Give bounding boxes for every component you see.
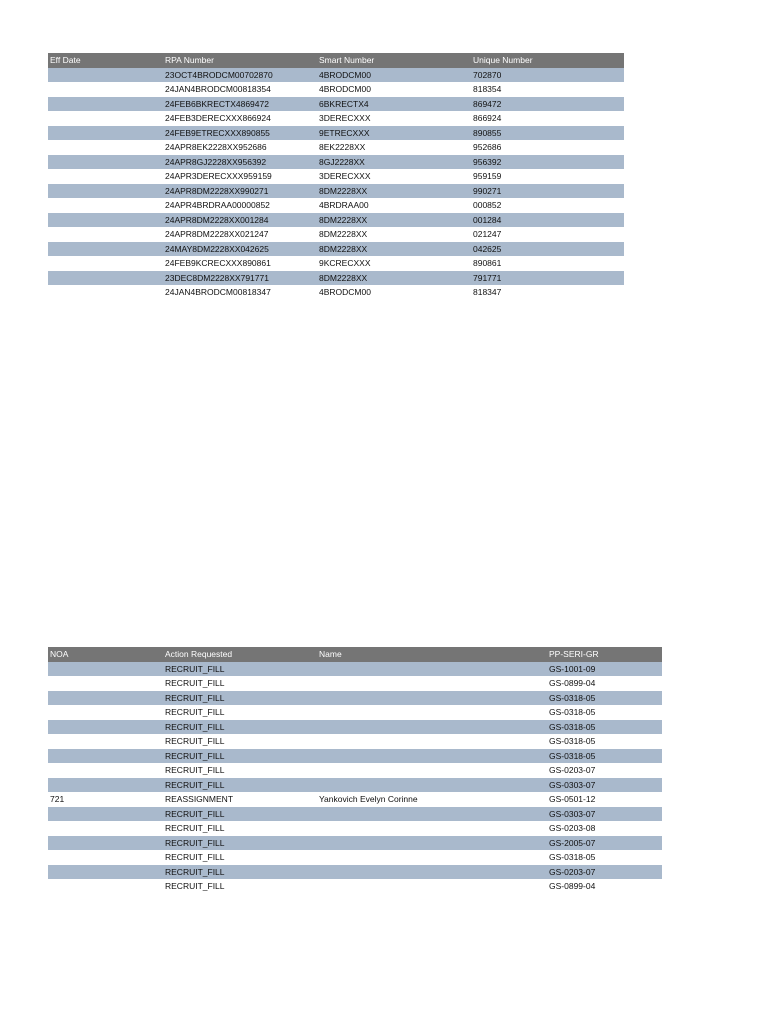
table-cell: GS-0318-05 xyxy=(549,852,596,862)
table-cell: 702870 xyxy=(471,68,624,83)
table-cell: RECRUIT_FILL xyxy=(165,678,225,688)
table-cell: GS-1001-09 xyxy=(547,662,662,677)
table-cell: 24APR8DM2228XX990271 xyxy=(163,184,317,199)
table-cell: 8DM2228XX xyxy=(317,242,471,257)
col-header-smart-number: Smart Number xyxy=(317,53,471,68)
table-cell xyxy=(317,865,547,880)
table-cell: 8DM2228XX xyxy=(317,213,471,228)
table-cell xyxy=(48,836,163,851)
table-cell: 890855 xyxy=(471,126,624,141)
table-cell xyxy=(317,778,547,793)
table-cell: GS-0203-07 xyxy=(549,765,596,775)
table-cell xyxy=(48,879,163,894)
table-cell xyxy=(48,155,163,170)
table-cell: GS-0318-05 xyxy=(549,736,596,746)
table-cell: 23OCT4BRODCM00702870 xyxy=(163,68,317,83)
table-cell: RECRUIT_FILL xyxy=(165,736,225,746)
table-cell: GS-0303-07 xyxy=(547,778,662,793)
table-cell xyxy=(48,850,163,865)
col-header-unique-number: Unique Number xyxy=(471,53,624,68)
table-cell xyxy=(48,169,163,184)
table-cell: GS-0899-04 xyxy=(549,881,596,891)
header-row xyxy=(48,647,662,662)
table-row xyxy=(48,836,662,851)
table-cell: 24JAN4BRODCM00818347 xyxy=(165,287,271,297)
table-row xyxy=(48,850,662,865)
table-cell: 23DEC8DM2228XX791771 xyxy=(163,271,317,286)
table-cell: RECRUIT_FILL xyxy=(165,881,225,891)
table-row xyxy=(48,184,624,199)
table-cell xyxy=(48,256,163,271)
table-row xyxy=(48,691,662,706)
table-cell: GS-0203-08 xyxy=(549,823,596,833)
table-cell: 24APR8DM2228XX021247 xyxy=(165,229,269,239)
table-cell xyxy=(48,271,163,286)
table-cell: 24APR8DM2228XX001284 xyxy=(163,213,317,228)
table-cell: GS-0501-12 xyxy=(549,794,596,804)
table-cell: RECRUIT_FILL xyxy=(163,749,317,764)
table-cell: 3DERECXXX xyxy=(319,171,371,181)
col-header-noa: NOA xyxy=(48,647,163,662)
table-cell xyxy=(48,691,163,706)
table-row xyxy=(48,821,662,836)
table-row xyxy=(48,792,662,807)
table-cell xyxy=(48,778,163,793)
table-row xyxy=(48,256,624,271)
table-cell: 9ETRECXXX xyxy=(317,126,471,141)
table-cell xyxy=(48,749,163,764)
table-cell: 6BKRECTX4 xyxy=(317,97,471,112)
table-cell xyxy=(48,865,163,880)
table-cell: 24APR8GJ2228XX956392 xyxy=(163,155,317,170)
table-cell: 866924 xyxy=(473,113,502,123)
table-row xyxy=(48,865,662,880)
table-row xyxy=(48,705,662,720)
table-cell: 4BRODCM00 xyxy=(317,68,471,83)
table-cell: 001284 xyxy=(471,213,624,228)
table-row xyxy=(48,140,624,155)
table-cell: RECRUIT_FILL xyxy=(165,765,225,775)
table-cell xyxy=(48,111,163,126)
table-cell: 24APR8EK2228XX952686 xyxy=(165,142,267,152)
table-cell xyxy=(48,184,163,199)
table-cell: 042625 xyxy=(471,242,624,257)
action-requested-table xyxy=(48,647,662,894)
col-header-rpa-number: RPA Number xyxy=(163,53,317,68)
table-cell: REASSIGNMENT xyxy=(165,794,234,804)
table-cell xyxy=(48,227,163,242)
table-cell xyxy=(48,97,163,112)
table-cell: RECRUIT_FILL xyxy=(163,662,317,677)
table-cell: 24APR4BRDRAA00000852 xyxy=(165,200,270,210)
table-row xyxy=(48,807,662,822)
table-cell: 021247 xyxy=(473,229,502,239)
header-row xyxy=(48,53,624,68)
table-cell xyxy=(317,821,547,836)
table-cell: 24FEB9KCRECXXX890861 xyxy=(165,258,271,268)
table-row xyxy=(48,82,624,97)
table-cell: 24APR3DERECXXX959159 xyxy=(165,171,272,181)
table-cell xyxy=(48,198,163,213)
table-cell: RECRUIT_FILL xyxy=(163,807,317,822)
table-cell: 3DERECXXX xyxy=(319,113,371,123)
table-cell: 721 xyxy=(50,794,65,804)
table-cell: 24FEB6BKRECTX4869472 xyxy=(163,97,317,112)
table-cell: 24FEB3DERECXXX866924 xyxy=(165,113,271,123)
table-cell xyxy=(317,662,547,677)
table-row xyxy=(48,662,662,677)
table-cell: 952686 xyxy=(473,142,502,152)
table-row xyxy=(48,68,624,83)
table-cell xyxy=(48,68,163,83)
table-cell: RECRUIT_FILL xyxy=(165,852,225,862)
table-cell: GS-0899-04 xyxy=(549,678,596,688)
table-cell xyxy=(48,807,163,822)
table-cell xyxy=(317,763,547,778)
table-row xyxy=(48,734,662,749)
table-cell: RECRUIT_FILL xyxy=(163,691,317,706)
table-cell: 8GJ2228XX xyxy=(317,155,471,170)
table-cell xyxy=(48,140,163,155)
table-row xyxy=(48,97,624,112)
table-cell xyxy=(317,734,547,749)
table-cell: 24MAY8DM2228XX042625 xyxy=(163,242,317,257)
table-cell xyxy=(317,850,547,865)
table-cell: RECRUIT_FILL xyxy=(163,836,317,851)
table-cell xyxy=(317,836,547,851)
table-row xyxy=(48,879,662,894)
table-cell: GS-2005-07 xyxy=(547,836,662,851)
table-cell: RECRUIT_FILL xyxy=(165,823,225,833)
table-cell xyxy=(48,705,163,720)
table-cell: 24FEB9ETRECXXX890855 xyxy=(163,126,317,141)
table-cell: 959159 xyxy=(473,171,502,181)
table-cell xyxy=(48,82,163,97)
table-cell: 9KCRECXXX xyxy=(319,258,371,268)
table-cell xyxy=(48,213,163,228)
table-cell: 4BRDRAA00 xyxy=(319,200,369,210)
table-cell xyxy=(317,705,547,720)
table-row xyxy=(48,763,662,778)
table-cell: GS-0318-05 xyxy=(547,720,662,735)
table-cell xyxy=(48,821,163,836)
table-row xyxy=(48,227,624,242)
table-cell: 990271 xyxy=(471,184,624,199)
table-cell xyxy=(317,879,547,894)
table-cell: GS-0203-07 xyxy=(547,865,662,880)
table-cell: 869472 xyxy=(471,97,624,112)
table-cell: 8DM2228XX xyxy=(317,271,471,286)
table-cell: 4BRODCM00 xyxy=(319,287,371,297)
rpa-number-table xyxy=(48,53,624,300)
col-header-pp-seri-gr: PP-SERI-GR xyxy=(547,647,662,662)
table-row xyxy=(48,271,624,286)
table-cell: 956392 xyxy=(471,155,624,170)
col-header-action-requested: Action Requested xyxy=(163,647,317,662)
table-row xyxy=(48,111,624,126)
table-cell xyxy=(317,749,547,764)
table-row xyxy=(48,720,662,735)
table-cell xyxy=(48,676,163,691)
table-row xyxy=(48,169,624,184)
table-cell: 890861 xyxy=(473,258,502,268)
table-cell: 8DM2228XX xyxy=(319,229,368,239)
table-row xyxy=(48,126,624,141)
table-row xyxy=(48,285,624,300)
table-cell: Yankovich Evelyn Corinne xyxy=(319,794,418,804)
table-cell xyxy=(48,734,163,749)
table-cell xyxy=(48,763,163,778)
table-cell: GS-0318-05 xyxy=(547,749,662,764)
table-cell xyxy=(48,126,163,141)
table-cell: 818354 xyxy=(473,84,502,94)
table-cell xyxy=(317,720,547,735)
table-row xyxy=(48,198,624,213)
col-header-name: Name xyxy=(317,647,547,662)
table-cell: 000852 xyxy=(473,200,502,210)
table-cell: 8EK2228XX xyxy=(319,142,366,152)
table-row xyxy=(48,242,624,257)
table-cell: GS-0318-05 xyxy=(549,707,596,717)
table-row xyxy=(48,213,624,228)
table-cell xyxy=(48,662,163,677)
table-cell xyxy=(48,285,163,300)
table-cell: RECRUIT_FILL xyxy=(165,707,225,717)
table-cell: 791771 xyxy=(471,271,624,286)
col-header-eff-date: Eff Date xyxy=(48,53,163,68)
table-cell: RECRUIT_FILL xyxy=(163,865,317,880)
table-cell: 24JAN4BRODCM00818354 xyxy=(165,84,271,94)
table-row xyxy=(48,676,662,691)
table-cell: GS-0318-05 xyxy=(547,691,662,706)
table-cell xyxy=(317,691,547,706)
table-cell xyxy=(317,807,547,822)
table-cell: 8DM2228XX xyxy=(317,184,471,199)
table-cell xyxy=(48,720,163,735)
table-cell: GS-0303-07 xyxy=(547,807,662,822)
table-row xyxy=(48,749,662,764)
table-cell: RECRUIT_FILL xyxy=(163,720,317,735)
table-row xyxy=(48,778,662,793)
table-cell xyxy=(48,242,163,257)
table-cell: 4BRODCM00 xyxy=(319,84,371,94)
table-row xyxy=(48,155,624,170)
table-cell: RECRUIT_FILL xyxy=(163,778,317,793)
table-cell xyxy=(317,676,547,691)
table-cell: 818347 xyxy=(473,287,502,297)
